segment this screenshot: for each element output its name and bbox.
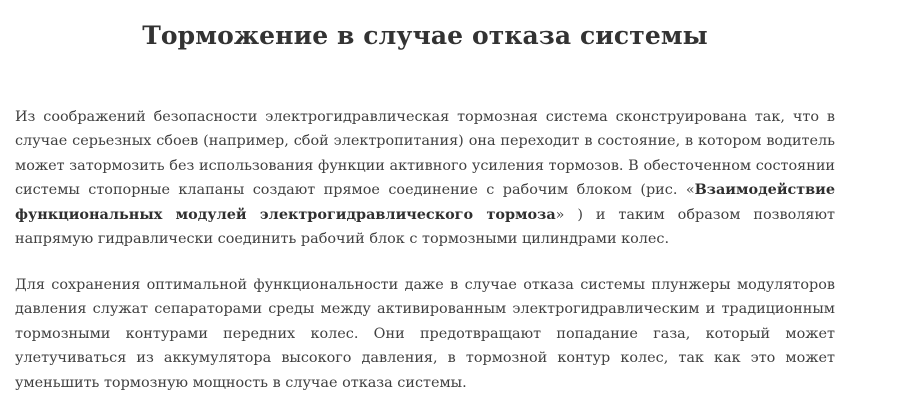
figure-reference-link[interactable]: Взаимодействие функциональных модулей электрогидравлического тормоза (15, 181, 835, 223)
paragraph-text-start: Из соображений безопасности электрогидравлическая тормозная система сконструирована так, что в случае серьезных сбоев (например, сбой электропитания) она переходит в состояние, в котором водитель может затормозить без использования функции активного усиления тормозов. В обесточенном состоянии системы стопорные клапаны создают прямое соединение с рабочим блоком (рис. « (15, 109, 835, 199)
page-title: Торможение в случае отказа системы (142, 21, 708, 50)
paragraph-fail-safe-braking (15, 105, 835, 251)
paragraph-pressure-modulators: Для сохранения оптимальной функциональности даже в случае отказа системы плунжеры модуляторов давления служат сепараторами среды между активированным электрогидравлическим и традиционным тормозными контурами передних колес. Они предотвращают попадание газа, который может улетучиваться из аккумулятора высокого давления, в тормозной контур колес, так как это может уменьшить тормозную мощность в случае отказа системы. (15, 277, 835, 391)
paragraph-text-end: » ) и таким образом позволяют напрямую гидравлически соединить рабочий блок с тормозными цилиндрами колес. (15, 206, 836, 248)
